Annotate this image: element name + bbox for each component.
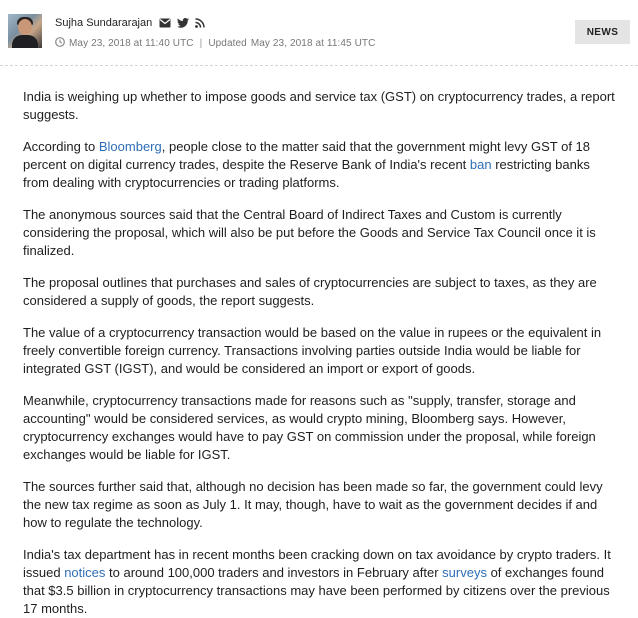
paragraph-4: The proposal outlines that purchases and sales of cryptocurrencies are subject to taxes, as they are considered a supply of goods, the report suggests. bbox=[23, 275, 597, 308]
author-avatar[interactable] bbox=[8, 14, 42, 48]
clock-icon bbox=[55, 37, 65, 50]
paragraph-8: India's tax department has in recent months been cracking down on tax avoidance by crypto traders. It issued notices to around 100,000 traders and investors in February after surveys of exchanges found that $3.5 billion in cryptocurrency transactions may have been performed by citizens over the previous 17 months. bbox=[23, 547, 611, 616]
date-separator: | bbox=[199, 38, 203, 49]
date-line bbox=[55, 37, 375, 50]
author-line bbox=[55, 17, 211, 29]
paragraph-5: The value of a cryptocurrency transaction would be based on the value in rupees or the equivalent in freely convertible foreign currency. Transactions involving parties outside India would be liable for integrated GST (IGST), and would be considered an import or export of goods. bbox=[23, 325, 602, 376]
paragraph-3: The anonymous sources said that the Central Board of Indirect Taxes and Custom is currently considering the proposal, which will also be put before the Goods and Service Tax Council once it is finalized. bbox=[23, 207, 596, 258]
category-badge[interactable]: NEWS bbox=[575, 20, 630, 44]
author-name[interactable]: Sujha Sundararajan bbox=[55, 17, 153, 29]
updated-label: Updated bbox=[208, 38, 247, 49]
paragraph-1: India is weighing up whether to impose goods and service tax (GST) on cryptocurrency trades, a report suggests. bbox=[23, 89, 615, 122]
paragraph-2: According to Bloomberg, people close to the matter said that the government might levy GST of 18 percent on digital currency trades, despite the Reserve Bank of India's recent ban restricting banks from dealing with cryptocurrencies or trading platforms. bbox=[23, 139, 591, 190]
rss-icon[interactable] bbox=[195, 18, 205, 28]
article-body bbox=[23, 88, 619, 618]
article-header bbox=[0, 0, 638, 66]
email-icon[interactable] bbox=[159, 18, 171, 28]
ban-link[interactable]: ban bbox=[469, 157, 492, 172]
twitter-icon[interactable] bbox=[177, 18, 189, 28]
updated-date: May 23, 2018 at 11:45 UTC bbox=[250, 38, 376, 49]
notices-link[interactable]: notices bbox=[64, 565, 106, 580]
surveys-link[interactable]: surveys bbox=[442, 565, 487, 580]
paragraph-6: Meanwhile, cryptocurrency transactions made for reasons such as "supply, transfer, storage and accounting" would be considered services, as would crypto mining, Bloomberg says. However, cryptocurrency exchanges would have to pay GST on commission under the proposal, while foreign exchanges would be liable for IGST. bbox=[23, 393, 596, 462]
paragraph-7: The sources further said that, although no decision has been made so far, the government could levy the new tax regime as soon as July 1. It may, though, have to wait as the government decides if and how to regulate the technology. bbox=[23, 479, 603, 530]
bloomberg-link[interactable]: Bloomberg bbox=[98, 139, 162, 154]
published-date: May 23, 2018 at 11:40 UTC bbox=[69, 38, 194, 49]
